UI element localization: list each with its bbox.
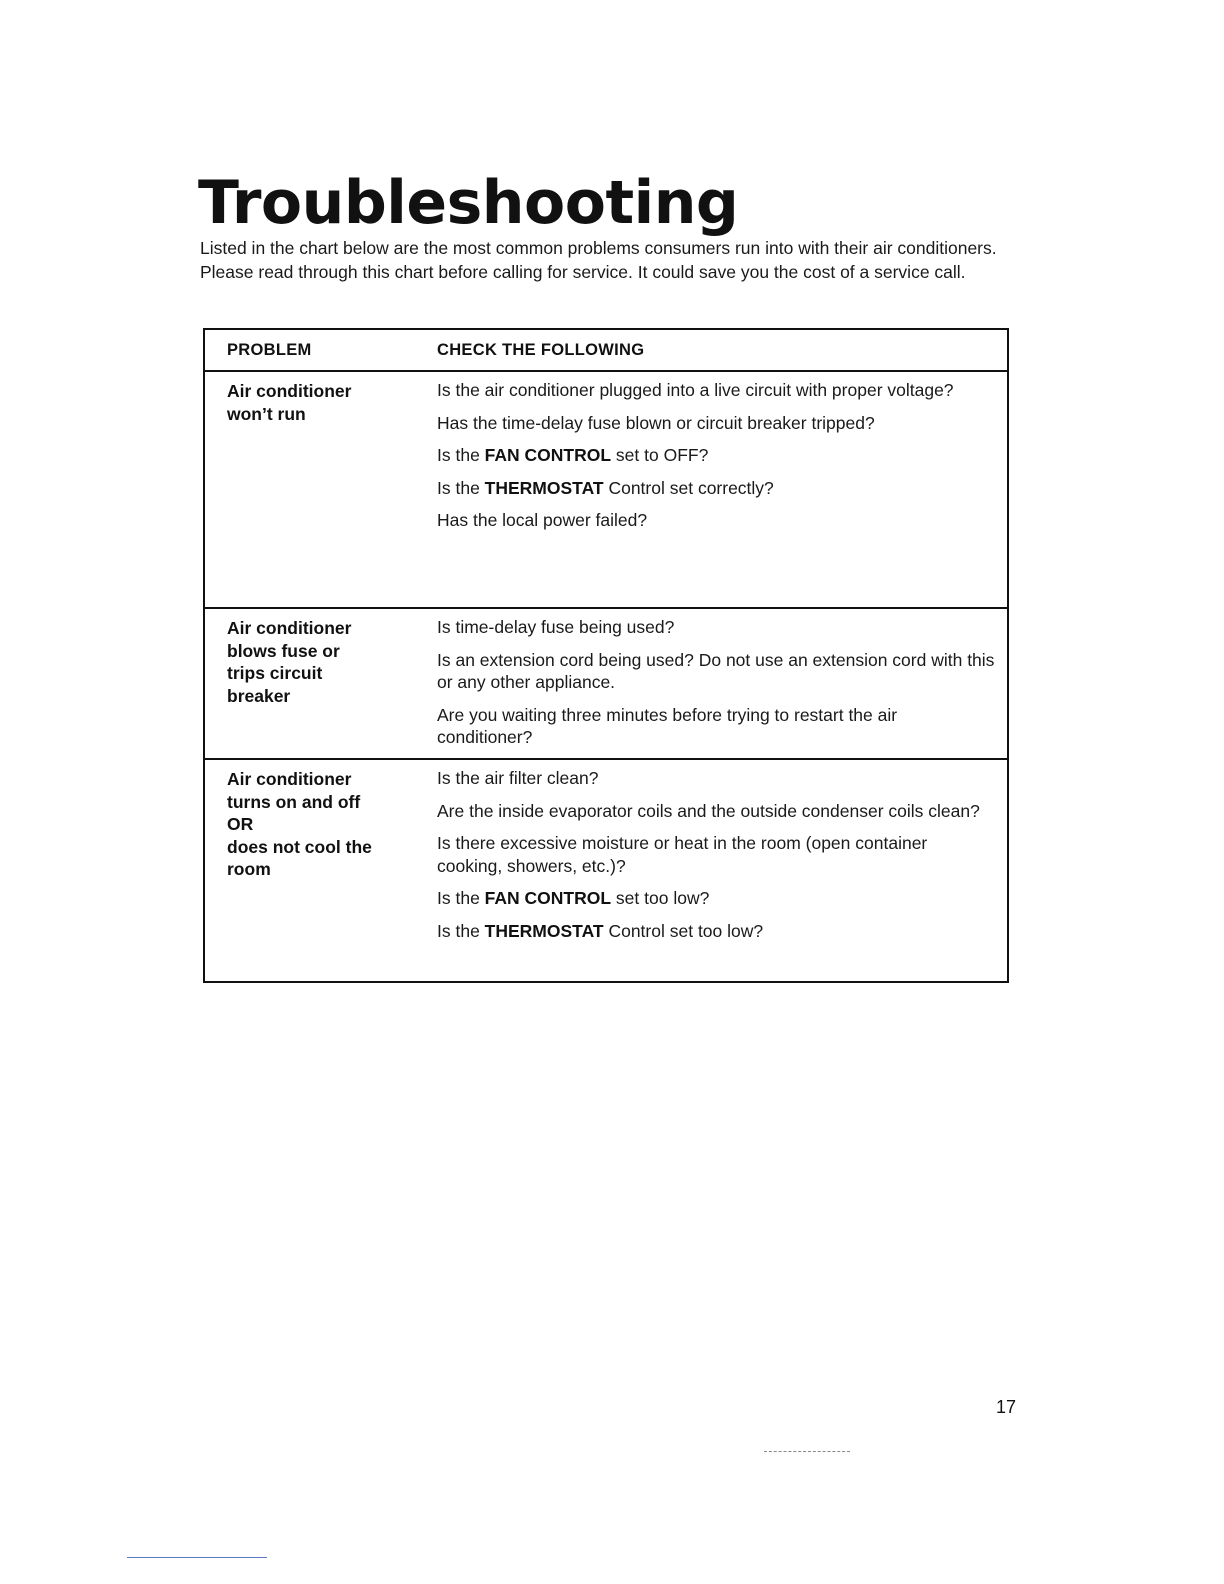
problem-text: Air conditioner (227, 769, 352, 789)
chart-row (205, 609, 1007, 760)
page-number: 17 (996, 1397, 1017, 1417)
problem-text: OR (227, 814, 254, 834)
header-problem: PROBLEM (227, 340, 312, 359)
problem-text: blows fuse or (227, 640, 340, 661)
scan-artifact-line (127, 1557, 267, 1558)
check-item: Is the THERMOSTAT Control set too low? (437, 920, 764, 941)
check-item: Is the THERMOSTAT Control set correctly? (437, 477, 774, 498)
check-item: Has the local power failed? (437, 510, 648, 530)
problem-text: turns on and off (227, 791, 361, 812)
check-item: Is an extension cord being used? Do not use an extension cord with this or any other appliance. (437, 649, 995, 692)
chart-row (205, 372, 1007, 609)
control-name: THERMOSTAT (484, 477, 604, 498)
problem-text: does not cool the (227, 836, 372, 857)
chart-header (205, 330, 1007, 372)
problem-cell (205, 609, 415, 758)
problem-text: Air conditioner (227, 381, 352, 401)
check-item: Is there excessive moisture or heat in the room (open container cooking, showers, etc.)? (437, 833, 928, 876)
check-item: Is time-delay fuse being used? (437, 617, 675, 637)
control-name: FAN CONTROL (484, 445, 612, 465)
check-item: Are the inside evaporator coils and the outside condenser coils clean? (437, 800, 980, 821)
problem-text: breaker (227, 685, 291, 706)
check-item: Is the air filter clean? (437, 768, 599, 788)
problem-cell (205, 372, 415, 607)
problem-cell (205, 760, 415, 981)
header-check-the-following: CHECK THE FOLLOWING (437, 340, 645, 359)
page-title: Troubleshooting (198, 168, 739, 238)
control-name: FAN CONTROL (484, 888, 612, 908)
problem-text: trips circuit (227, 663, 323, 683)
troubleshooting-chart (203, 328, 1009, 983)
check-item: Is the FAN CONTROL set too low? (437, 888, 710, 908)
chart-row (205, 760, 1007, 981)
check-item: Is the FAN CONTROL set to OFF? (437, 445, 709, 465)
problem-text: room (227, 859, 271, 879)
check-item: Has the time-delay fuse blown or circuit breaker tripped? (437, 412, 875, 433)
check-item: Are you waiting three minutes before trying to restart the air conditioner? (437, 704, 898, 747)
problem-text: Air conditioner (227, 618, 352, 638)
problem-text: won’t run (227, 403, 306, 424)
scan-artifact-line (764, 1451, 850, 1452)
control-name: THERMOSTAT (484, 920, 604, 941)
checks-cell (415, 609, 1007, 758)
check-item: Is the air conditioner plugged into a live circuit with proper voltage? (437, 380, 954, 400)
checks-cell (415, 372, 1007, 607)
checks-cell (415, 760, 1007, 981)
intro-paragraph: Listed in the chart below are the most common problems consumers run into with their air conditioners. Please read through this chart before calling for service. It could save you the cost of a service call. (200, 238, 997, 282)
